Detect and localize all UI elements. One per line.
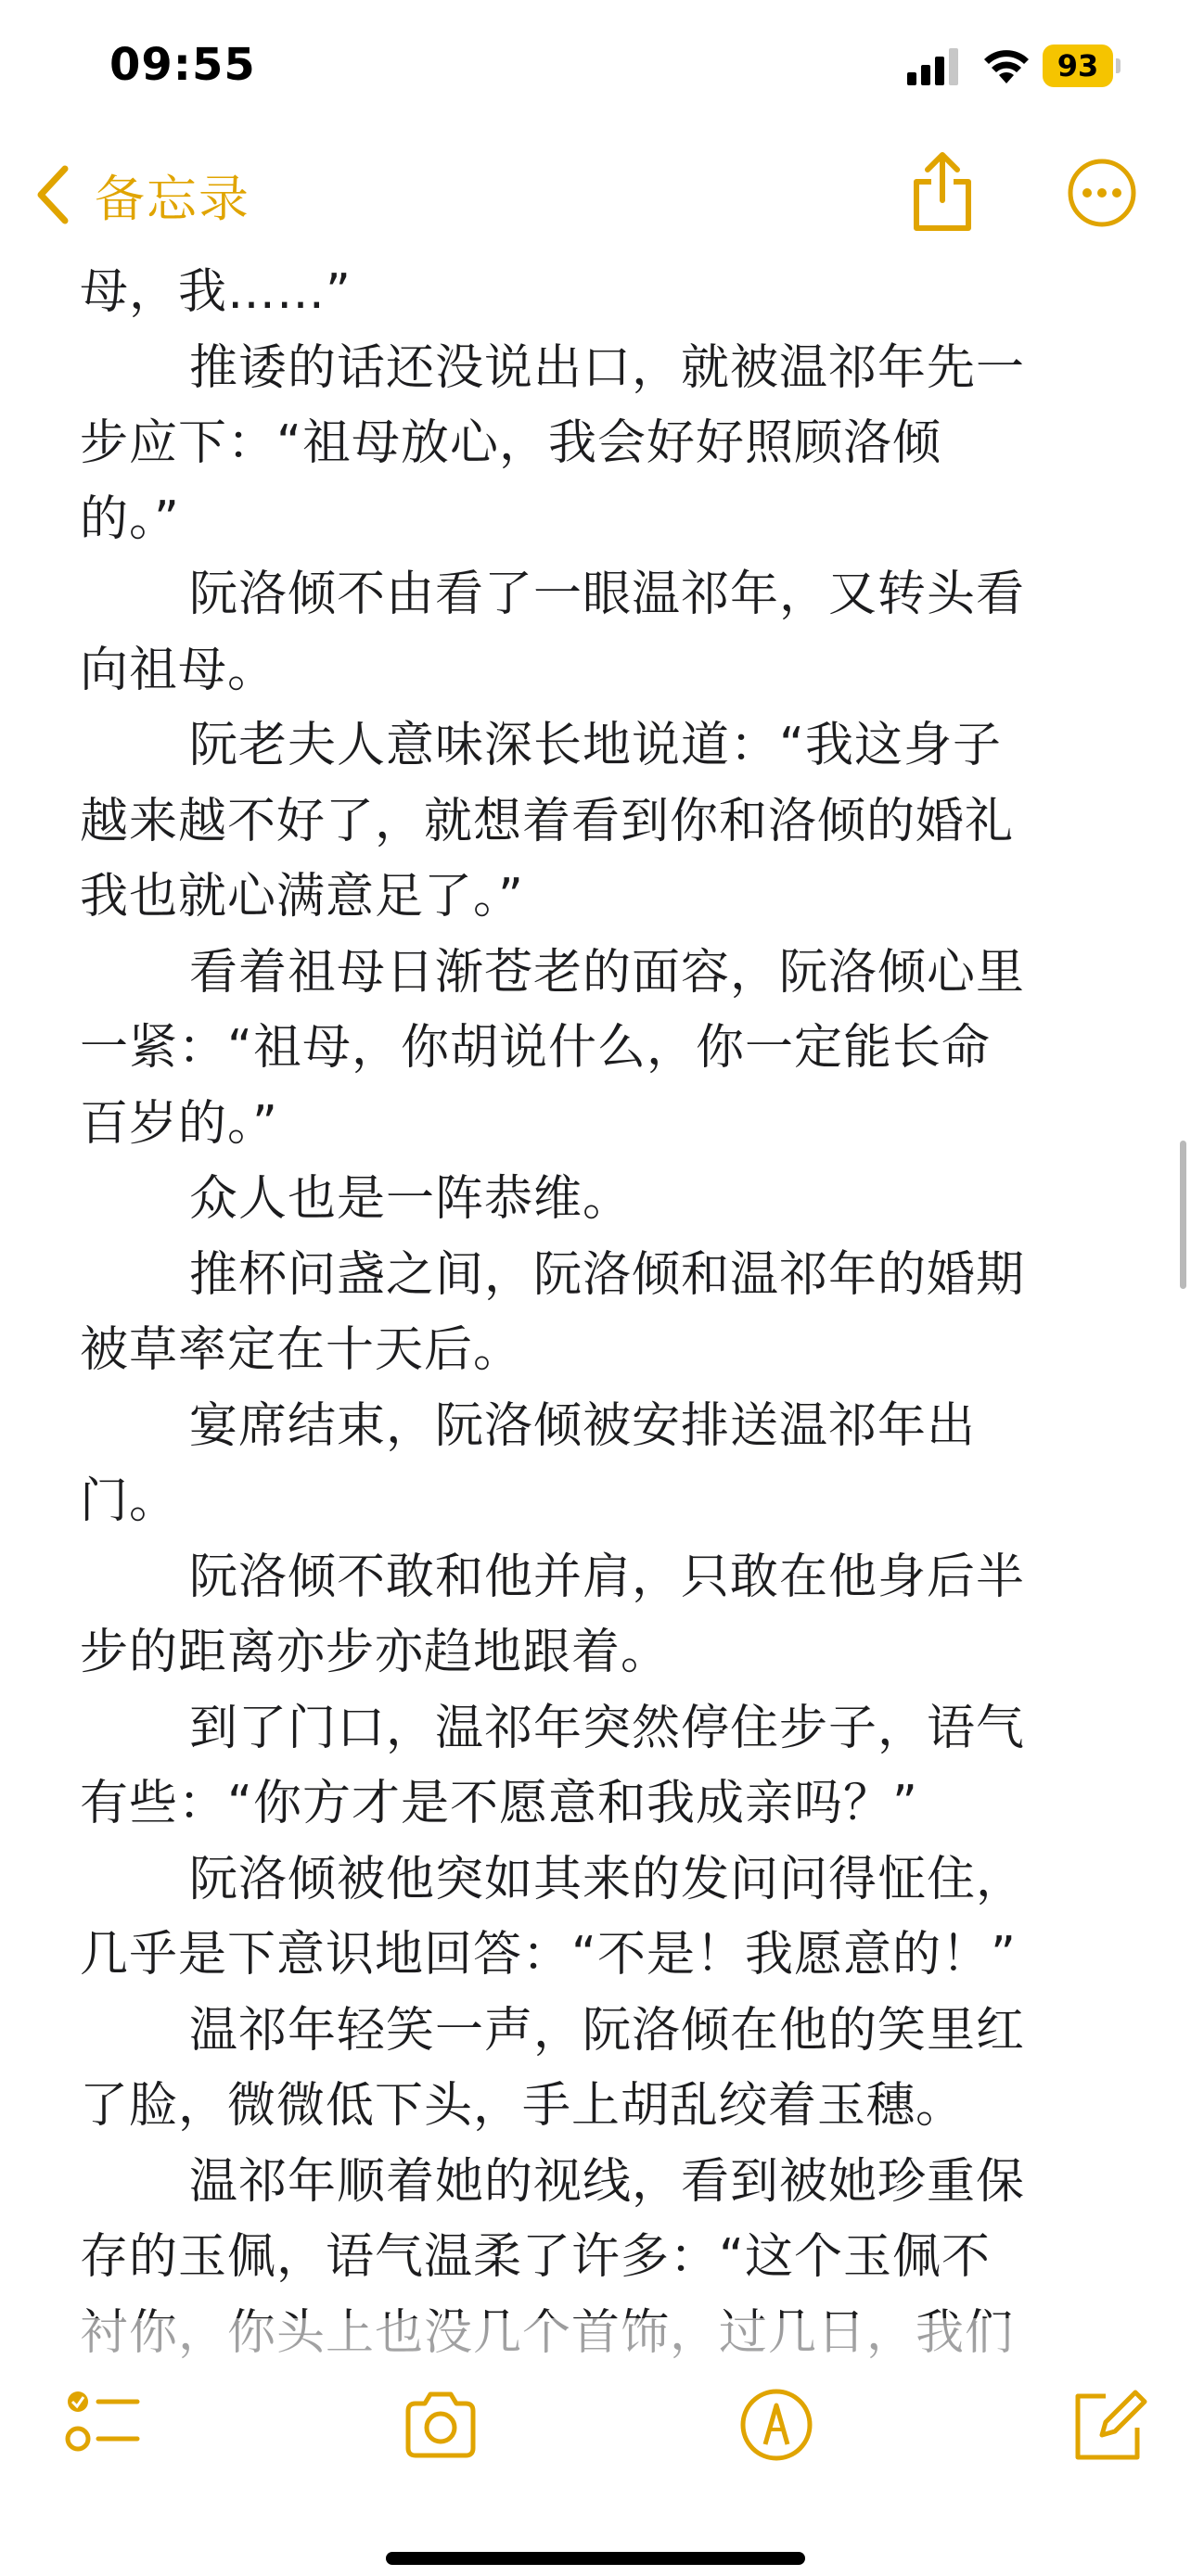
share-icon[interactable] <box>907 150 978 234</box>
note-line: 阮洛倾不由看了一眼温祁年，又转头看 <box>189 567 1026 622</box>
note-line: 众人也是一阵恭维。 <box>189 1171 633 1227</box>
note-line: 看着祖母日渐苍老的面容，阮洛倾心里 <box>189 944 1026 1001</box>
note-line: 温祁年顺着她的视线，看到被她珍重保 <box>189 2153 1026 2210</box>
note-line: 步应下：“祖母放心，我会好好照顾洛倾 <box>80 415 941 471</box>
note-line: 我也就心满意足了。” <box>80 869 524 925</box>
note-line: 到了门口，温祁年突然停住步子，语气 <box>189 1700 1026 1756</box>
markup-pen-icon[interactable] <box>735 2383 818 2467</box>
note-line: 向祖母。 <box>80 642 277 698</box>
checklist-icon[interactable] <box>58 2383 141 2467</box>
bottom-toolbar <box>0 2383 1191 2485</box>
camera-icon[interactable] <box>399 2383 482 2467</box>
note-line: 被草率定在十天后。 <box>80 1322 523 1378</box>
note-line: 阮洛倾被他突如其来的发问问得怔住， <box>189 1851 1026 1907</box>
note-line: 推杯问盏之间，阮洛倾和温祁年的婚期 <box>189 1246 1026 1303</box>
note-line: 有些：“你方才是不愿意和我成亲吗？” <box>80 1776 918 1831</box>
note-line: 几乎是下意识地回答：“不是！我愿意的！” <box>80 1927 1017 1983</box>
note-line: 宴席结束，阮洛倾被安排送温祁年出 <box>189 1397 977 1454</box>
note-line: 百岁的。” <box>80 1095 278 1152</box>
note-line: 阮老夫人意味深长地说道：“我这身子 <box>189 718 1002 773</box>
note-body[interactable] <box>80 255 1119 2371</box>
wifi-icon <box>981 46 1031 85</box>
note-line: 越来越不好了，就想着看到你和洛倾的婚礼 <box>80 793 1015 849</box>
status-time: 09:55 <box>109 39 256 91</box>
back-button[interactable] <box>35 158 250 232</box>
note-line: 门。 <box>80 1473 179 1529</box>
back-label: 备忘录 <box>95 169 250 228</box>
compose-icon[interactable] <box>1065 2383 1148 2467</box>
note-line: 一紧：“祖母，你胡说什么，你一定能长命 <box>80 1020 991 1076</box>
note-line: 的。” <box>80 491 180 547</box>
note-line: 阮洛倾不敢和他并肩，只敢在他身后半 <box>189 1549 1026 1605</box>
scroll-indicator[interactable] <box>1180 1141 1186 1289</box>
note-line: 母，我……” <box>80 264 352 320</box>
note-line: 推诿的话还没说出口，就被温祁年先一 <box>189 339 1026 396</box>
battery-icon <box>1043 45 1121 87</box>
status-bar <box>0 0 1191 139</box>
note-line: 温祁年轻笑一声，阮洛倾在他的笑里红 <box>189 2002 1026 2059</box>
cellular-signal-icon <box>907 48 959 85</box>
chevron-left-icon <box>35 165 70 224</box>
note-line: 存的玉佩，语气温柔了许多：“这个玉佩不 <box>80 2229 991 2285</box>
home-indicator <box>386 2552 805 2565</box>
note-line: 步的距离亦步亦趋地跟着。 <box>80 1625 671 1680</box>
nav-bar <box>0 139 1191 260</box>
battery-level: 93 <box>1043 45 1113 87</box>
note-line: 了脸，微微低下头，手上胡乱绞着玉穗。 <box>80 2078 966 2134</box>
more-ellipsis-icon[interactable] <box>1067 158 1137 228</box>
